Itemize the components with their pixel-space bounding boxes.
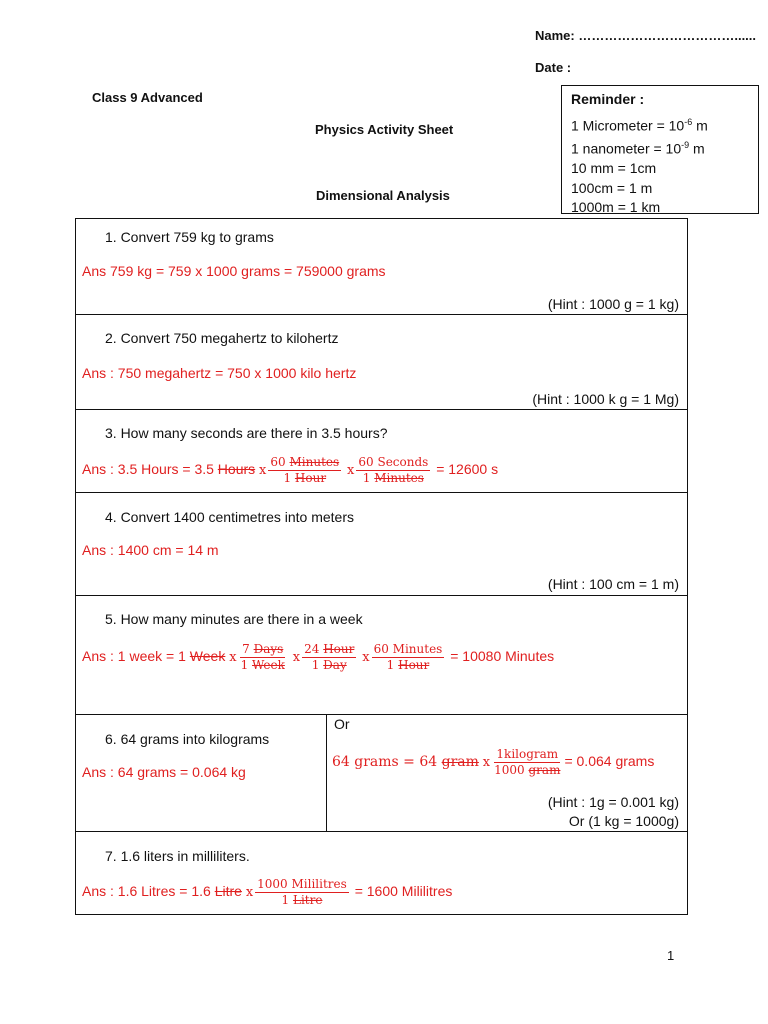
topic-title: Dimensional Analysis	[316, 188, 450, 203]
name-field-label: Name: ………………………………......	[535, 28, 757, 43]
row-divider	[76, 831, 687, 832]
question-7: 7. 1.6 liters in milliliters.	[105, 848, 250, 864]
reminder-micrometer: 1 Micrometer = $10^{-6}$ m	[571, 117, 708, 134]
question-2: 2. Convert 750 megahertz to kilohertz	[105, 330, 339, 346]
fraction-millilitres-per-litre: $\frac{\text{1000 Mililitres}}{\text{1 Litre}}$	[257, 877, 347, 907]
answer-2: Ans : 750 megahertz = 750 x 1000 kilo hertz	[82, 365, 357, 381]
reminder-box	[561, 85, 759, 214]
fraction-seconds-per-minute: $\frac{\text{60 Seconds}}{\text{1 Minutes}}$	[358, 455, 429, 485]
row-divider	[76, 409, 687, 410]
date-field-label: Date :	[535, 60, 572, 75]
answer-6-alternative: 64 grams = 64 gram x $\frac{\text{1kilogram}}{\text{1000 gram}}$ = 0.064 grams	[332, 747, 655, 777]
fraction-minutes-per-hour: $\frac{\text{60 Minutes}}{\text{1 Hour}}$	[270, 455, 340, 485]
row-divider	[76, 314, 687, 315]
answer-4: Ans : 1400 cm = 14 m	[82, 542, 219, 558]
question-4: 4. Convert 1400 centimetres into meters	[105, 509, 355, 525]
reminder-mm-cm: 10 mm = 1cm	[571, 160, 657, 177]
answer-6: Ans : 64 grams = 0.064 kg	[82, 764, 246, 780]
page-number: 1	[667, 948, 675, 963]
question-6: 6. 64 grams into kilograms	[105, 731, 270, 747]
answer-1: Ans 759 kg = 759 x 1000 grams = 759000 grams	[82, 263, 386, 279]
question-5: 5. How many minutes are there in a week	[105, 611, 363, 627]
sheet-title: Physics Activity Sheet	[315, 122, 454, 137]
answer-5: Ans : 1 week = 1 Week x $\frac{\text{7 Days}}{\text{1 Week}}$ x $\frac{\text{24 Hour}}{\text{1 Day}}$ x $\frac{\text{60 Minutes}}{\text{1 Hour}}$ = 10080 Minutes	[82, 642, 555, 672]
hint-2: (Hint : 1000 k g = 1 Mg)	[532, 391, 679, 407]
fraction-kilogram-per-gram: $\frac{\text{1kilogram}}{\text{1000 gram}}$	[494, 747, 561, 777]
fraction-minutes-per-hour: $\frac{\text{60 Minutes}}{\text{1 Hour}}$	[373, 642, 443, 672]
fraction-hours-per-day: $\frac{\text{24 Hour}}{\text{1 Day}}$	[304, 642, 355, 672]
question-1: 1. Convert 759 kg to grams	[105, 229, 274, 245]
or-label: Or	[334, 716, 350, 732]
reminder-nanometer: 1 nanometer = $10^{-9}$ m	[571, 140, 705, 157]
reminder-title: Reminder :	[571, 91, 645, 107]
row-divider	[76, 714, 687, 715]
answer-3: Ans : 3.5 Hours = 3.5 Hours x $\frac{\text{60 Minutes}}{\text{1 Hour}}$ x $\frac{\text{60 Seconds}}{\text{1 Minutes}}$ = 12600 s	[82, 455, 499, 485]
reminder-cm-m: 100cm = 1 m	[571, 179, 653, 196]
questions-table	[75, 218, 688, 915]
column-divider	[326, 714, 327, 831]
row-divider	[76, 595, 687, 596]
answer-7: Ans : 1.6 Litres = 1.6 Litre x $\frac{\text{1000 Mililitres}}{\text{1 Litre}}$ = 1600 Mililitres	[82, 877, 453, 907]
hint-4: (Hint : 100 cm = 1 m)	[547, 576, 679, 592]
hint-6-alternative: Or (1 kg = 1000g)	[568, 813, 679, 829]
question-3: 3. How many seconds are there in 3.5 hours?	[105, 425, 388, 441]
hint-6: (Hint : 1g = 0.001 kg)	[547, 794, 679, 810]
row-divider	[76, 492, 687, 493]
fraction-days-per-week: $\frac{\text{7 Days}}{\text{1 Week}}$	[240, 642, 285, 672]
class-label: Class 9 Advanced	[92, 90, 203, 105]
hint-1: (Hint : 1000 g = 1 kg)	[547, 296, 679, 312]
reminder-m-km: 1000m = 1 km	[571, 199, 661, 216]
